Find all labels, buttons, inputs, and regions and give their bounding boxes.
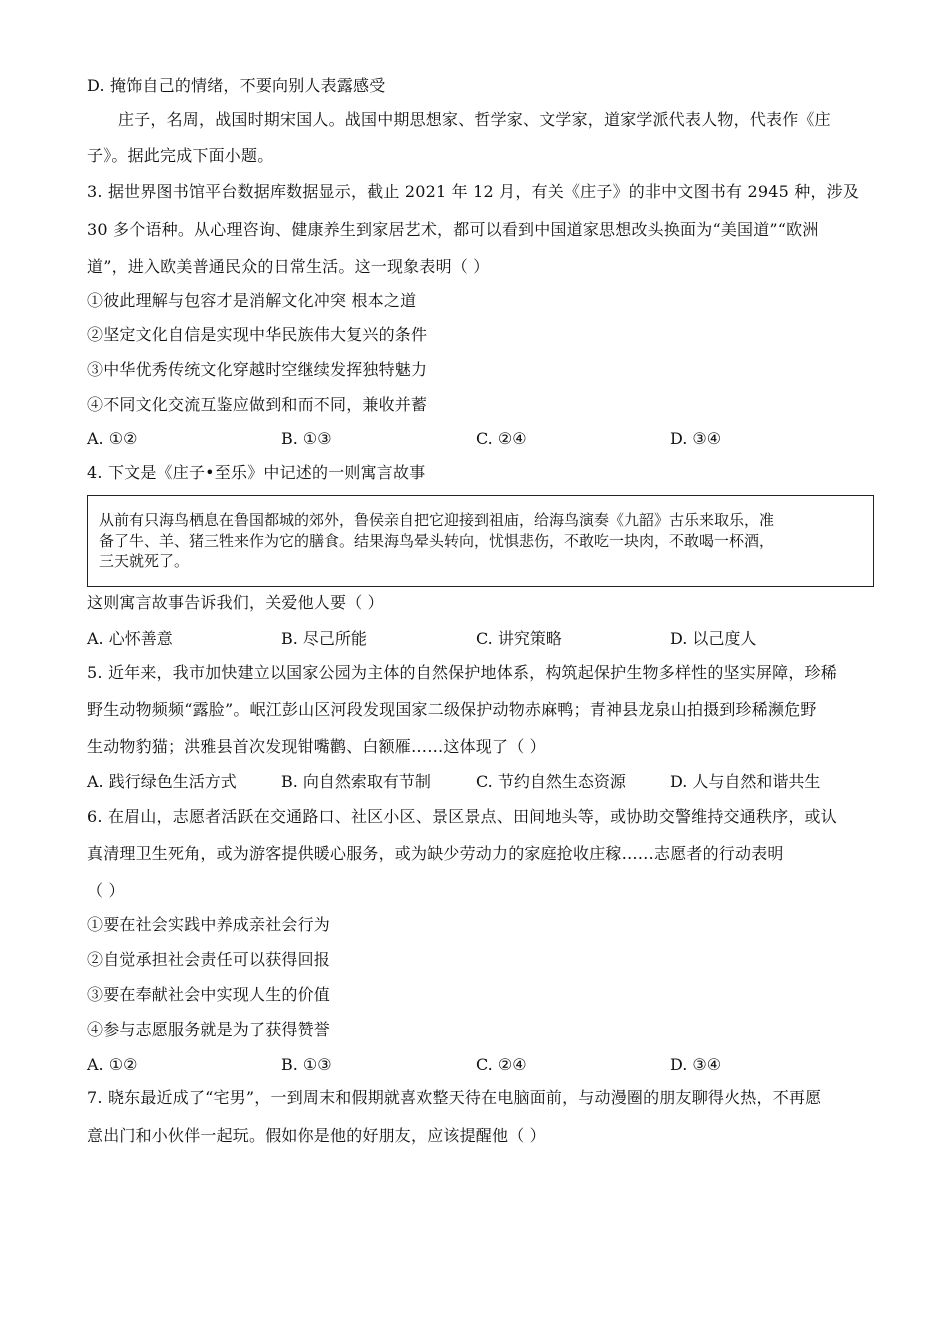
q6-statement-4: ④参与志愿服务就是为了获得赞誉 [87, 1020, 331, 1039]
q6-stem-line-1: 6. 在眉山，志愿者活跃在交通路口、社区小区、景区景点、田间地头等，或协助交警维持交通秩序，或认 [87, 807, 837, 826]
zhuangzi-intro-line-2: 子》。据此完成下面小题。 [87, 146, 274, 165]
q5-option-c: C. 节约自然生态资源 [476, 772, 626, 791]
q4-option-c: C. 讲究策略 [476, 629, 562, 648]
q4-stem: 4. 下文是《庄子•至乐》中记述的一则寓言故事 [87, 463, 426, 482]
q6-option-c: C. ②④ [476, 1055, 527, 1074]
q6-stem-line-3: （ ） [87, 881, 125, 900]
q4-option-d: D. 以己度人 [670, 629, 757, 648]
q5-option-a: A. 践行绿色生活方式 [87, 772, 237, 791]
q6-statement-2: ②自觉承担社会责任可以获得回报 [87, 950, 331, 969]
q4-options [87, 628, 867, 650]
q5-stem-line-1: 5. 近年来，我市加快建立以国家公园为主体的自然保护地体系，构筑起保护生物多样性的坚实屏障，珍稀 [87, 663, 837, 682]
q4-option-b: B. 尽己所能 [281, 629, 367, 648]
q3-option-c: C. ②④ [476, 429, 527, 448]
fable-line-2: 备了牛、羊、猪三牲来作为它的膳食。结果海鸟晕头转向，忧惧悲伤，不敢吃一块肉，不敢喝一杯酒， [99, 532, 775, 550]
q6-option-a: A. ①② [87, 1055, 138, 1074]
q5-stem-line-2: 野生动物频频“露脸”。岷江彭山区河段发现国家二级保护动物赤麻鸭；青神县龙泉山拍摄到珍稀濒危野 [87, 700, 817, 719]
q5-stem-line-3: 生动物豹猫；洪雅县首次发现钳嘴鹳、白额雁……这体现了（ ） [87, 737, 546, 756]
q6-stem-line-2: 真清理卫生死角，或为游客提供暖心服务，或为缺少劳动力的家庭抢收庄稼……志愿者的行动表明 [87, 844, 784, 863]
q6-options [87, 1054, 867, 1076]
fable-text-box [87, 495, 874, 587]
q3-stem-line-3: 道”，进入欧美普通民众的日常生活。这一现象表明（ ） [87, 257, 490, 276]
q6-statement-1: ①要在社会实践中养成亲社会行为 [87, 915, 331, 934]
q3-options [87, 428, 867, 450]
q3-statement-1: ①彼此理解与包容才是消解文化冲突 根本之道 [87, 291, 417, 310]
q3-option-d: D. ③④ [670, 429, 722, 448]
q2-option-d: D. 掩饰自己的情绪，不要向别人表露感受 [87, 76, 386, 95]
q5-option-d: D. 人与自然和谐共生 [670, 772, 821, 791]
q3-statement-4: ④不同文化交流互鉴应做到和而不同，兼收并蓄 [87, 395, 428, 414]
q7-stem-line-2: 意出门和小伙伴一起玩。假如你是他的好朋友，应该提醒他（ ） [87, 1126, 546, 1145]
q3-stem-line-1: 3. 据世界图书馆平台数据库数据显示，截止 2021 年 12 月，有关《庄子》的非中文图书有 2945 种，涉及 [87, 182, 860, 201]
q4-option-a: A. 心怀善意 [87, 629, 173, 648]
q3-option-b: B. ①③ [281, 429, 332, 448]
q3-statement-2: ②坚定文化自信是实现中华民族伟大复兴的条件 [87, 325, 428, 344]
fable-line-3: 三天就死了。 [99, 552, 190, 570]
q5-option-b: B. 向自然索取有节制 [281, 772, 431, 791]
q5-options [87, 771, 867, 793]
q7-stem-line-1: 7. 晓东最近成了“宅男”，一到周末和假期就喜欢整天待在电脑面前，与动漫圈的朋友聊得火热，不再愿 [87, 1088, 822, 1107]
q3-option-a: A. ①② [87, 429, 138, 448]
q6-option-d: D. ③④ [670, 1055, 722, 1074]
q6-option-b: B. ①③ [281, 1055, 332, 1074]
zhuangzi-intro-line-1: 庄子，名周，战国时期宋国人。战国中期思想家、哲学家、文学家，道家学派代表人物，代表作《庄 [118, 110, 831, 129]
fable-line-1: 从前有只海鸟栖息在鲁国都城的郊外，鲁侯亲自把它迎接到祖庙，给海鸟演奏《九韶》古乐来取乐，准 [99, 511, 775, 529]
q4-question: 这则寓言故事告诉我们，关爱他人要（ ） [87, 593, 384, 612]
q3-stem-line-2: 30 多个语种。从心理咨询、健康养生到家居艺术，都可以看到中国道家思想改头换面为“美国道”“欧洲 [87, 220, 819, 239]
q3-statement-3: ③中华优秀传统文化穿越时空继续发挥独特魅力 [87, 360, 428, 379]
q6-statement-3: ③要在奉献社会中实现人生的价值 [87, 985, 331, 1004]
